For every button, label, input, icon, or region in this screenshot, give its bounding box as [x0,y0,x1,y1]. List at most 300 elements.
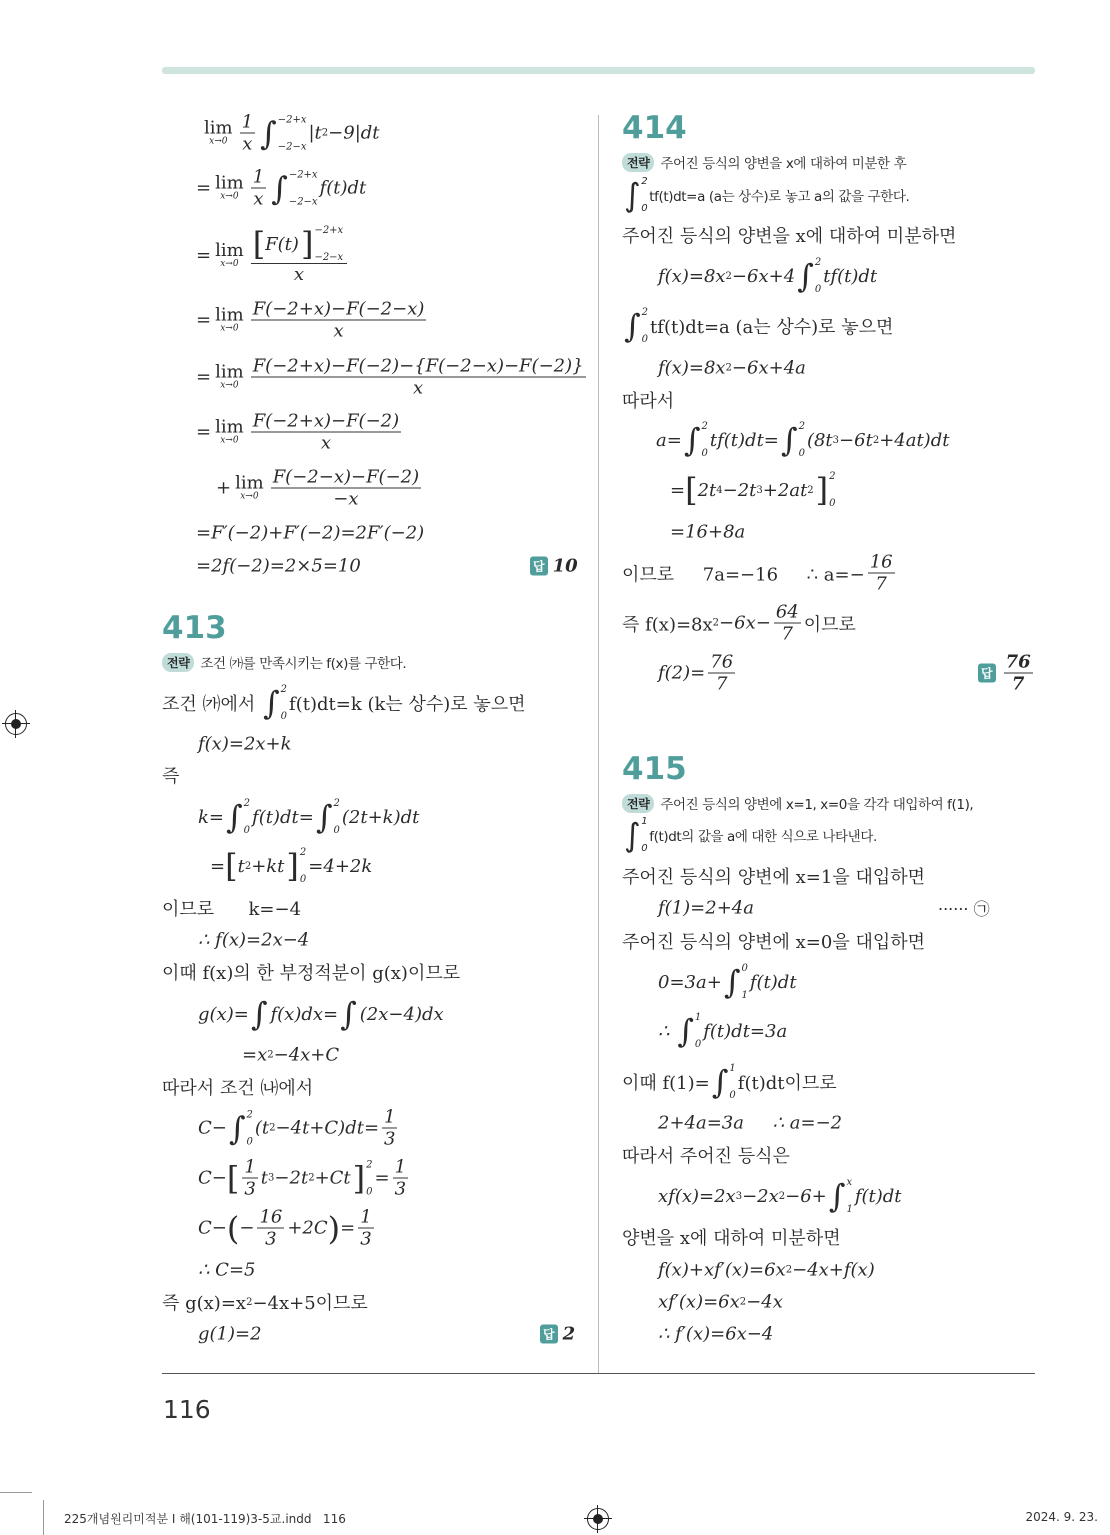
answer-badge: 답 [530,557,548,576]
math-text: 주어진 등식의 양변에 x=1을 대입하면 [622,867,926,888]
integral-limits [244,798,250,836]
upper-limit: −2+x [288,169,318,180]
limit [215,416,244,446]
fraction-denominator [242,1179,257,1200]
fraction [271,467,421,510]
lower-limit: 0 [694,1039,702,1050]
math-text: 즉 [162,766,180,787]
integral-sign-icon: ∫ [624,307,641,345]
upper-limit: 2 [829,471,836,482]
bracket-limits [829,471,835,509]
math-text: = [196,244,212,266]
fraction-denominator [263,1229,278,1250]
math-text: tf(t)dt=a (a는 상수)로 놓고 a의 값을 구한다. [649,189,910,205]
fraction-denominator [331,321,345,342]
solution-line [196,225,350,285]
solution-line [622,307,893,345]
math-text: −4x+C [273,1044,340,1066]
integral-sign-icon: ∫ [263,684,280,722]
lower-limit: 0 [366,1186,373,1197]
math-text: tf(t)dt [823,265,878,287]
lim-subscript: x→0 [220,258,239,269]
math-text: 7 [1011,673,1025,695]
fraction [382,1107,397,1150]
integral [340,995,358,1033]
math-text: f(x)=8x [658,265,726,287]
math-text: f(x)+xf′(x)=6x [658,1259,786,1281]
math-text: 이므로 k=−4 [162,899,302,920]
math-text: x [293,264,305,285]
fraction-numerator [271,467,421,489]
solution-line [670,471,838,509]
math-text: −2t [274,1167,309,1189]
math-text: −4x+5이므로 [252,1293,368,1314]
integral-limits [641,816,647,854]
fraction [358,1207,373,1250]
solution-line [656,421,949,459]
upper-limit: 2 [366,1159,373,1170]
math-text: (t [254,1117,270,1139]
integral [251,995,269,1033]
strategy-text [622,816,877,854]
superscript: 2 [872,434,880,446]
fraction-denominator [780,624,795,645]
integral-sign-icon: ∫ [315,798,333,836]
math-text: − [239,1217,255,1239]
fraction-denominator [319,433,333,454]
integral [260,114,306,152]
lower-limit: −2−x [277,141,307,152]
fraction-denominator [393,1179,408,1200]
bottom-rule [162,1373,1035,1374]
integral-limits [247,1109,253,1147]
math-text: −2x [742,1185,779,1207]
fraction-denominator [411,378,425,399]
upper-limit: 1 [729,1063,736,1074]
solution-line [658,898,754,919]
math-text: −9|dt [328,122,380,144]
integral [624,176,647,214]
lower-limit: 0 [243,825,251,836]
integral-limits [815,257,821,295]
upper-limit: 2 [333,798,340,809]
bracket: ] [300,225,314,263]
math-text: f(t)dt [749,971,797,993]
math-text: f(t)dt=k (k는 상수)로 놓으면 [289,694,526,715]
math-text: k= [198,806,224,828]
fraction-numerator [242,1157,257,1179]
math-text: xf(x)=2x [658,1185,736,1207]
math-text: 64 [775,601,799,623]
math-text: (2x−4)dx [359,1003,444,1025]
trim-mark [43,1500,44,1535]
fraction-numerator [382,1107,397,1129]
solution-line [658,1324,773,1345]
superscript: 3 [832,434,840,446]
integral-sign-icon: ∫ [677,1012,694,1050]
math-text: = [196,366,212,388]
lim-word: lim [215,172,244,194]
bracket: ] [815,471,829,509]
math-text: 조건 ㈎에서 [162,694,261,715]
answer [530,556,578,577]
math-text: f(t)dt [319,177,367,199]
integral-limits [799,421,805,459]
math-text: 16 [259,1206,283,1228]
fraction [868,552,895,595]
integral [724,963,748,1001]
superscript: 3 [268,1172,275,1184]
math-text: +4at)dt [879,429,950,451]
math-text: 이므로 [803,614,856,635]
lower-limit: 0 [333,825,340,836]
math-text: = [196,177,212,199]
math-text: 3 [244,1178,256,1200]
math-text: = [374,1167,390,1189]
superscript: 2 [778,1190,786,1202]
solution-line [242,1045,339,1066]
problem-415-number: 415 [622,751,687,787]
superscript: 3 [756,484,763,496]
limit [215,172,244,202]
math-text: f(x)=2x+k [198,733,292,755]
page-number: 116 [163,1395,211,1424]
integral-limits [289,169,318,207]
integral-sign-icon: ∫ [624,816,641,854]
upper-limit: 2 [798,421,805,432]
integral-sign-icon: ∫ [711,1063,729,1101]
lower-limit: 0 [641,334,649,345]
fraction-numerator [251,167,266,189]
lower-limit: 0 [814,284,822,295]
solution-line [196,299,429,342]
solution-line [196,411,404,454]
solution-line [622,222,956,248]
lim-word: lim [215,304,244,326]
math-text: f(t)dt= [252,806,314,828]
integral-sign-icon: ∫ [624,176,641,214]
registration-mark-icon [5,713,27,735]
integral-sign-icon: ∫ [271,169,288,207]
solution-line [670,522,745,543]
solution-line [198,1207,377,1250]
math-text: 따라서 조건 ㈏에서 [162,1078,314,1099]
limit [215,239,244,269]
upper-limit: 1 [641,816,648,827]
lim-subscript: x→0 [240,491,259,502]
superscript: 2 [321,127,329,139]
integral [781,421,805,459]
math-text: f(t)dt이므로 [737,1073,837,1094]
math-text: f(x)=8x [658,357,726,379]
math-text: 7 [781,623,793,645]
bracket: [ [225,847,238,885]
math-text: 0=3a+ [658,971,722,993]
strategy-text [622,176,909,214]
fraction-denominator [292,264,306,285]
bracket-with-limits [816,471,836,509]
fraction [257,1207,284,1250]
strategy-badge: 전략 [622,153,654,172]
integral-sign-icon: ∫ [260,114,277,152]
bracket: [ [252,225,266,263]
bracket-with-limits [301,225,343,263]
integral-sign-icon: ∫ [228,1109,246,1147]
fraction-numerator [240,112,255,134]
fraction [774,602,801,645]
solution-line [162,1074,313,1100]
solution-line [162,1289,368,1315]
math-text: 7 [715,673,728,695]
solution-line [622,863,925,889]
upper-limit: −2+x [314,225,344,236]
math-text: = [196,421,212,443]
limit [215,304,244,334]
lower-limit: 0 [299,874,307,885]
integral [712,1063,736,1101]
solution-line [622,1063,837,1101]
bracket-limits [300,847,306,885]
math-text: + [216,477,232,499]
math-text: 이때 f(1)= [622,1073,710,1094]
superscript: 2 [269,1122,276,1134]
math-text: = [210,855,226,877]
fraction-denominator [358,1229,373,1250]
solution-line [198,995,444,1033]
answer-badge: 답 [540,1325,558,1344]
lim-word: lim [215,361,244,383]
math-text: 16 [869,551,893,573]
solution-line [162,684,526,722]
lower-limit: 1 [741,990,748,1001]
answer [978,652,1036,695]
solution-line [200,112,380,155]
solution-line [162,959,460,985]
solution-line [196,523,424,544]
math-text: ∴ f′(x)=6x−4 [658,1323,774,1345]
math-text: 76 [1005,651,1031,673]
bracket-with-limits [353,1159,373,1197]
column-divider [598,115,599,1373]
limit [235,472,264,502]
fraction-numerator [251,299,427,321]
math-text: 3 [394,1178,407,1200]
math-text: 76 [710,651,734,673]
integral-limits [334,798,340,836]
bracket: ) [327,1209,341,1247]
lim-word: lim [215,416,244,438]
integral [684,421,708,459]
integral [797,257,821,295]
math-text: 7 [875,573,887,595]
fraction [251,225,348,285]
math-text: a= [656,429,682,451]
math-text: −4t+C)dt= [275,1117,380,1139]
math-text: −4x+f(x) [792,1259,875,1281]
math-text: ∴ C=5 [198,1259,256,1281]
math-text: |t [308,122,322,144]
math-text: −4x [746,1291,783,1313]
integral-limits [729,1063,735,1101]
math-text: =4+2k [308,855,373,877]
math-text: 3 [265,1228,277,1250]
fraction [251,167,266,210]
math-text: (8t [806,429,833,451]
upper-limit: 2 [814,257,822,268]
math-text: f(1)=2+4a [658,897,754,919]
strategy-text [162,652,406,672]
bracket-limits [366,1159,372,1197]
lim-subscript: x→0 [220,191,239,202]
fraction-denominator [331,489,360,510]
integral-sign-icon: ∫ [780,421,798,459]
math-text: +2C [287,1217,328,1239]
upper-limit: 2 [641,176,648,187]
superscript: 2 [246,1296,253,1308]
math-text: −2t [722,479,757,501]
lim-word: lim [235,472,264,494]
math-text: −6x− [719,612,771,634]
math-text: f(t)dt=3a [703,1020,788,1042]
math-text: 1 [384,1106,396,1128]
lim-subscript: x→0 [220,380,239,391]
math-text: f(x)dx= [270,1003,339,1025]
solution-line [622,1224,841,1250]
integral-limits [278,114,307,152]
solution-line [658,963,797,1001]
solution-line [198,1324,262,1345]
math-text: tf(t)dt= [709,429,779,451]
math-text: x [320,432,331,454]
superscript: 2 [739,1296,747,1308]
solution-line [198,1107,400,1150]
math-text: −6x+4 [731,265,796,287]
integral-sign-icon: ∫ [828,1177,846,1215]
fraction [708,652,735,695]
math-text: = [670,479,686,501]
bracket: ( [226,1209,240,1247]
solution-line [658,1113,842,1134]
lim-word: lim [215,239,244,261]
math-text: 주어진 등식의 양변에 x=1, x=0을 각각 대입하여 f(1), [660,797,974,813]
math-text: 즉 g(x)=x [162,1293,247,1314]
solution-line [658,652,738,695]
math-text: C− [198,1217,227,1239]
lower-limit: 0 [729,1090,736,1101]
fraction [393,1157,408,1200]
upper-limit: x [846,1177,853,1188]
solution-line [658,358,806,379]
fraction [1004,652,1033,695]
lower-limit: 0 [641,843,648,854]
math-text: = [340,1217,356,1239]
integral-sign-icon: ∫ [340,995,357,1033]
fraction [251,299,427,342]
solution-line [658,1012,787,1050]
math-text: 1 [360,1206,372,1228]
math-text: ∴ f(x)=2x−4 [198,929,310,951]
upper-limit: 2 [280,684,288,695]
integral [316,798,340,836]
upper-limit: 2 [246,1109,253,1120]
math-text: 즉 f(x)=8x [622,614,713,635]
math-text: −x [333,488,359,510]
superscript: 4 [716,484,723,496]
math-text: xf′(x)=6x [658,1291,740,1313]
upper-limit: 2 [299,847,307,858]
math-text: 3 [384,1128,396,1150]
fraction-denominator [714,674,729,695]
fraction-denominator [873,574,888,595]
lim-word: lim [204,117,233,139]
integral [263,684,287,722]
math-text: =2f(−2)=2×5=10 [196,555,361,577]
solution-line [196,356,589,399]
math-text: tf(t)dt=a (a는 상수)로 놓으면 [650,317,894,338]
solution-line [210,847,372,885]
integral-limits [846,1177,852,1215]
integral [226,798,250,836]
integral [229,1109,253,1147]
math-text: 10 [552,555,578,577]
integral-sign-icon: ∫ [226,798,243,836]
superscript: 2 [725,270,732,282]
math-text: (2t+k)dt [341,806,420,828]
integral-limits [695,1012,701,1050]
fraction-denominator [240,134,254,155]
math-text: 2+4a=3a ∴ a=−2 [658,1112,843,1134]
footer-date: 2024. 9. 23. [1025,1510,1098,1524]
lower-limit: 0 [246,1136,253,1147]
equation-tag: ······ ㉠ [938,899,990,919]
lower-limit: 0 [641,203,648,214]
solution-line [658,1292,783,1313]
superscript: 3 [735,1190,743,1202]
solution-line [162,762,179,788]
math-text: 양변을 x에 대하여 미분하면 [622,1228,841,1249]
solution-line [198,1260,255,1281]
math-text: f(t)dt의 값을 a에 대한 식으로 나타낸다. [649,829,877,845]
solution-line [198,798,419,836]
math-text: x [333,320,344,342]
trim-mark [0,1492,32,1493]
integral-limits [702,421,708,459]
fraction-numerator [868,552,895,574]
math-text: C− [198,1167,227,1189]
math-text: g(1)=2 [198,1323,262,1345]
math-text: =x [242,1044,268,1066]
lim-subscript: x→0 [209,136,228,147]
strategy-badge: 전략 [162,653,194,672]
footer-filename: 225개념원리미적분 I 해(101-119)3-5교.indd 116 [64,1512,346,1526]
math-text: 1 [394,1156,407,1178]
solution-line [196,556,361,577]
math-text: 따라서 [622,391,675,412]
math-text: 1 [241,111,254,133]
upper-limit: 1 [694,1012,702,1023]
limit [215,361,244,391]
upper-limit: 2 [641,307,649,318]
math-text: t [260,1167,269,1189]
integral-sign-icon: ∫ [723,963,741,1001]
integral [271,169,317,207]
math-text: f(2)= [658,662,706,684]
solution-line [658,1177,902,1215]
fraction [240,112,255,155]
solution-line [198,1157,411,1200]
math-text: 2 [562,1323,576,1345]
math-text: x [413,377,424,399]
